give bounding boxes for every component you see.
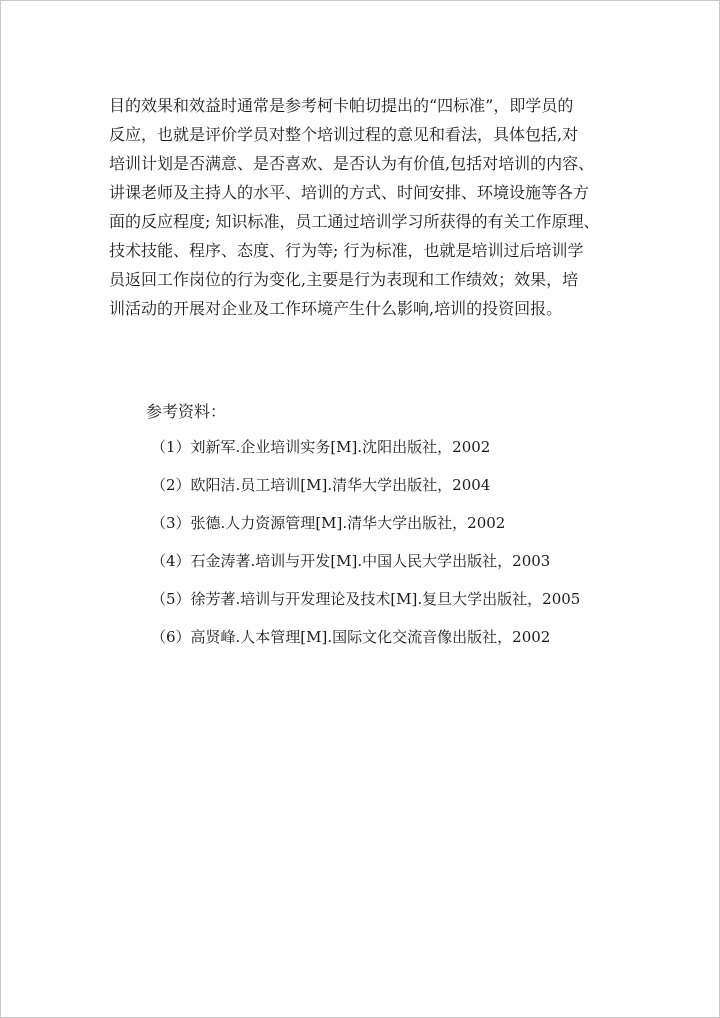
paragraph-line: 面的反应程度; 知识标准，员工通过培训学习所获得的有关工作原理、 [109, 212, 600, 231]
paragraph-line: 技术技能、程序、态度、行为等; 行为标准，也就是培训过后培训学 [109, 241, 584, 260]
paragraph-line: 员返回工作岗位的行为变化,主要是行为表现和工作绩效；效果，培 [109, 270, 579, 289]
reference-item: （5）徐芳著.培训与开发理论及技术[M].复旦大学出版社，2005 [151, 590, 581, 608]
paragraph-line: 培训计划是否满意、是否喜欢、是否认为有价值,包括对培训的内容、 [109, 154, 595, 173]
references-heading: 参考资料： [146, 402, 227, 421]
paragraph-line: 目的效果和效益时通常是参考柯卡帕切提出的“四标准”，即学员的 [109, 96, 574, 115]
reference-item: （4）石金涛著.培训与开发[M].中国人民大学出版社，2003 [151, 552, 551, 570]
paragraph-line: 反应，也就是评价学员对整个培训过程的意见和看法，具体包括,对 [109, 125, 579, 144]
paragraph-line: 讲课老师及主持人的水平、培训的方式、时间安排、环境设施等各方 [109, 183, 590, 202]
body-paragraph [109, 91, 619, 323]
reference-item: （6）高贤峰.人本管理[M].国际文化交流音像出版社，2002 [151, 628, 551, 646]
reference-item: （2）欧阳洁.员工培训[M].清华大学出版社，2004 [151, 476, 491, 494]
paragraph-line: 训活动的开展对企业及工作环境产生什么影响,培训的投资回报。 [109, 299, 563, 318]
reference-item: （1）刘新军.企业培训实务[M].沈阳出版社，2002 [151, 438, 491, 456]
references-list [151, 433, 580, 661]
reference-item: （3）张德.人力资源管理[M].清华大学出版社，2002 [151, 514, 506, 532]
